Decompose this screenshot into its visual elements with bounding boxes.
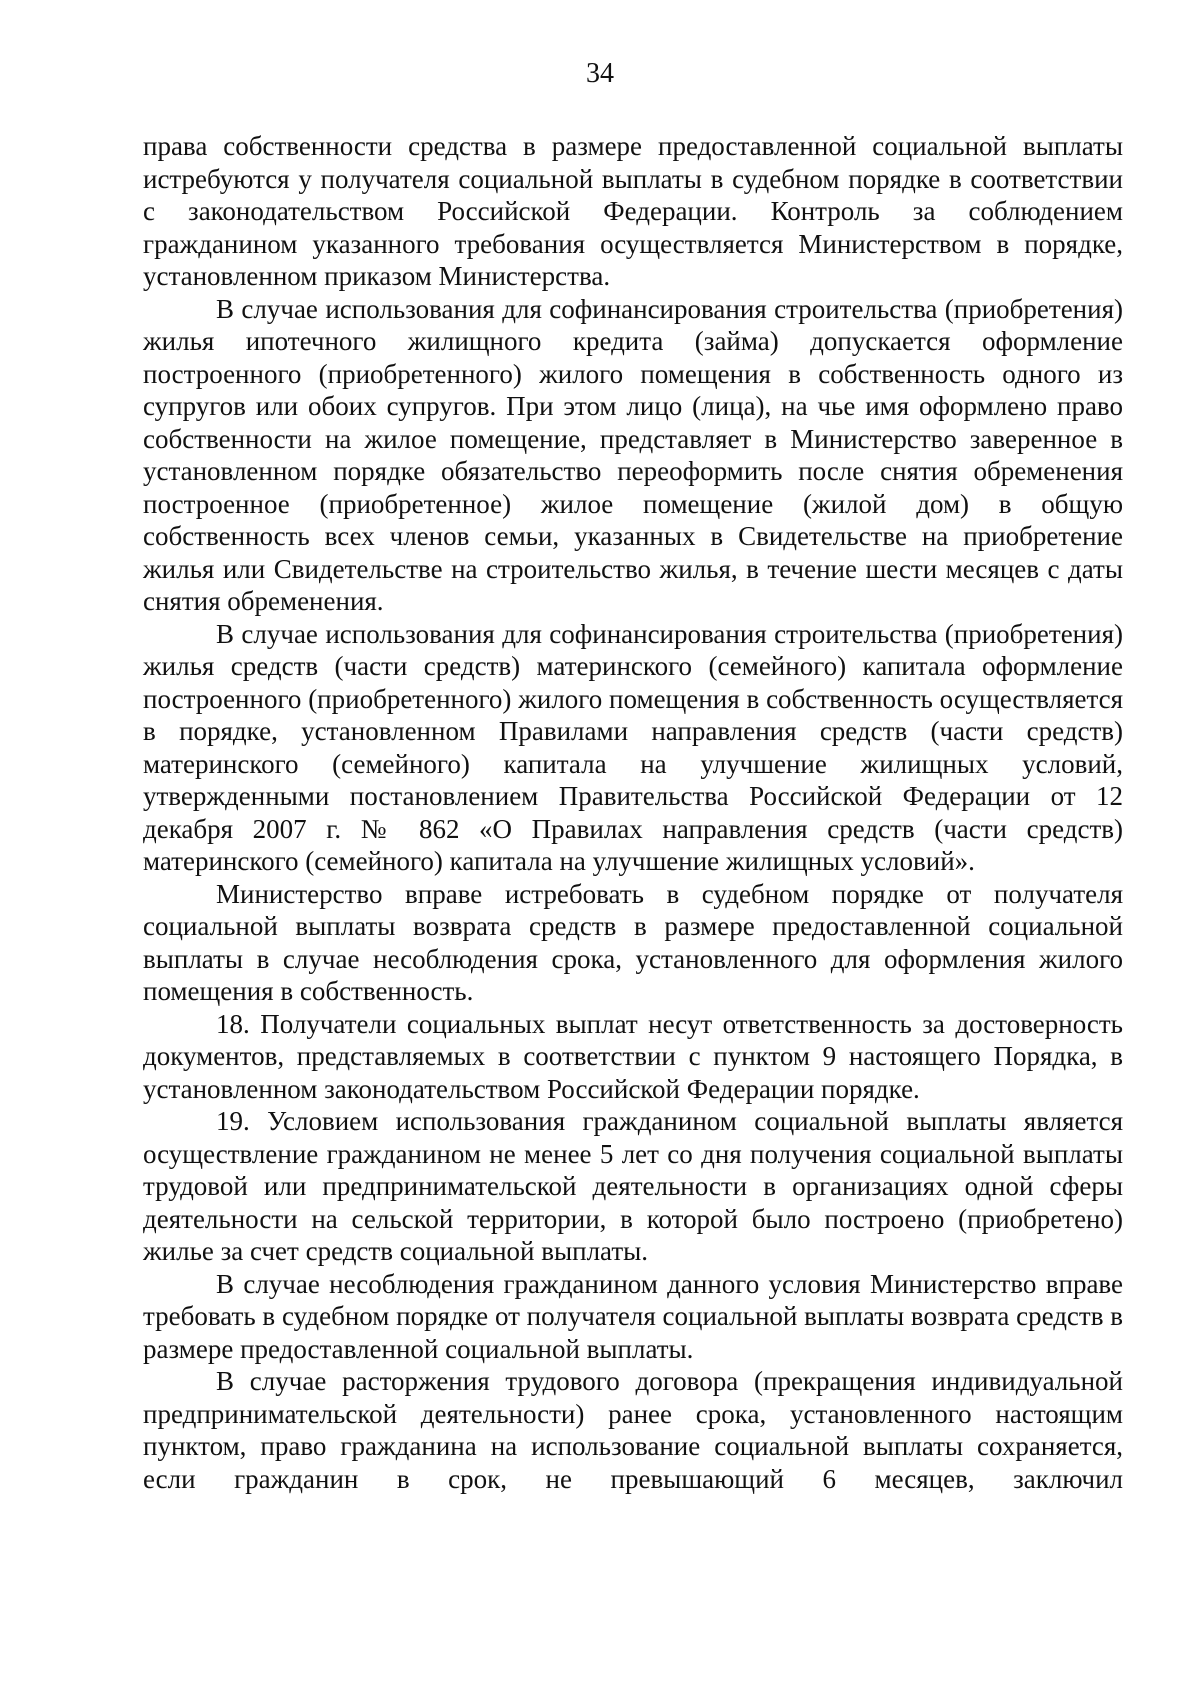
paragraph-item-18: 18. Получатели социальных выплат несут ответственность за достоверность документов, представляемых в соответствии с пунктом 9 настоящего Порядка, в установленном законодательством Российской Федерации порядке. bbox=[143, 1008, 1123, 1104]
paragraph-maternity-capital: В случае использования для софинансирования строительства (приобретения) жилья средств (части средств) материнского (семейного) капитала оформление построенного (приобретенного) жилого помещения в собственность осуществляется в порядке, установленном Правилами направления средств (части средств) материнского (семейного) капитала на улучшение жилищных условий, утвержденными постановлением Правительства Российской Федерации от 12 декабря 2007 г. № 862 «О Правилах направления средств (части средств) материнского (семейного) капитала на улучшение жилищных условий». bbox=[143, 618, 1123, 876]
paragraph-mortgage: В случае использования для софинансирования строительства (приобретения) жилья ипотечного жилищного кредита (займа) допускается оформление построенного (приобретенного) жилого помещения в собственность одного из супругов или обоих супругов. При этом лицо (лица), на чье имя оформлено право собственности на жилое помещение, представляет в Министерство заверенное в установленном порядке обязательство переоформить после снятия обременения построенное (приобретенное) жилое помещение (жилой дом) в общую собственность всех членов семьи, указанных в Свидетельстве на приобретение жилья или Свидетельстве на строительство жилья, в течение шести месяцев с даты снятия обременения. bbox=[143, 293, 1123, 616]
document-body bbox=[143, 130, 1123, 1495]
paragraph-item-19: 19. Условием использования гражданином социальной выплаты является осуществление гражданином не менее 5 лет со дня получения социальной выплаты трудовой или предпринимательской деятельности в организациях одной сферы деятельности на сельской территории, в которой было построено (приобретено) жилье за счет средств социальной выплаты. bbox=[143, 1106, 1123, 1266]
paragraph-contract-termination: В случае расторжения трудового договора (прекращения индивидуальной предпринимательской деятельности) ранее срока, установленного настоящим пунктом, право гражданина на использование социальной выплаты сохраняется, если гражданин в срок, не превышающий 6 месяцев, заключил bbox=[143, 1366, 1123, 1494]
paragraph-noncompliance: В случае несоблюдения гражданином данного условия Министерство вправе требовать в судебном порядке от получателя социальной выплаты возврата средств в размере предоставленной социальной выплаты. bbox=[143, 1268, 1123, 1364]
page-number: 34 bbox=[586, 58, 614, 89]
paragraph-continuation: права собственности средства в размере предоставленной социальной выплаты истребуются у получателя социальной выплаты в судебном порядке в соответствии с законодательством Российской Федерации. Контроль за соблюдением гражданином указанного требования осуществляется Министерством в порядке, установленном приказом Министерства. bbox=[143, 131, 1123, 291]
paragraph-ministry-claim: Министерство вправе истребовать в судебном порядке от получателя социальной выплаты возврата средств в размере предоставленной социальной выплаты в случае несоблюдения срока, установленного для оформления жилого помещения в собственность. bbox=[143, 878, 1123, 1006]
